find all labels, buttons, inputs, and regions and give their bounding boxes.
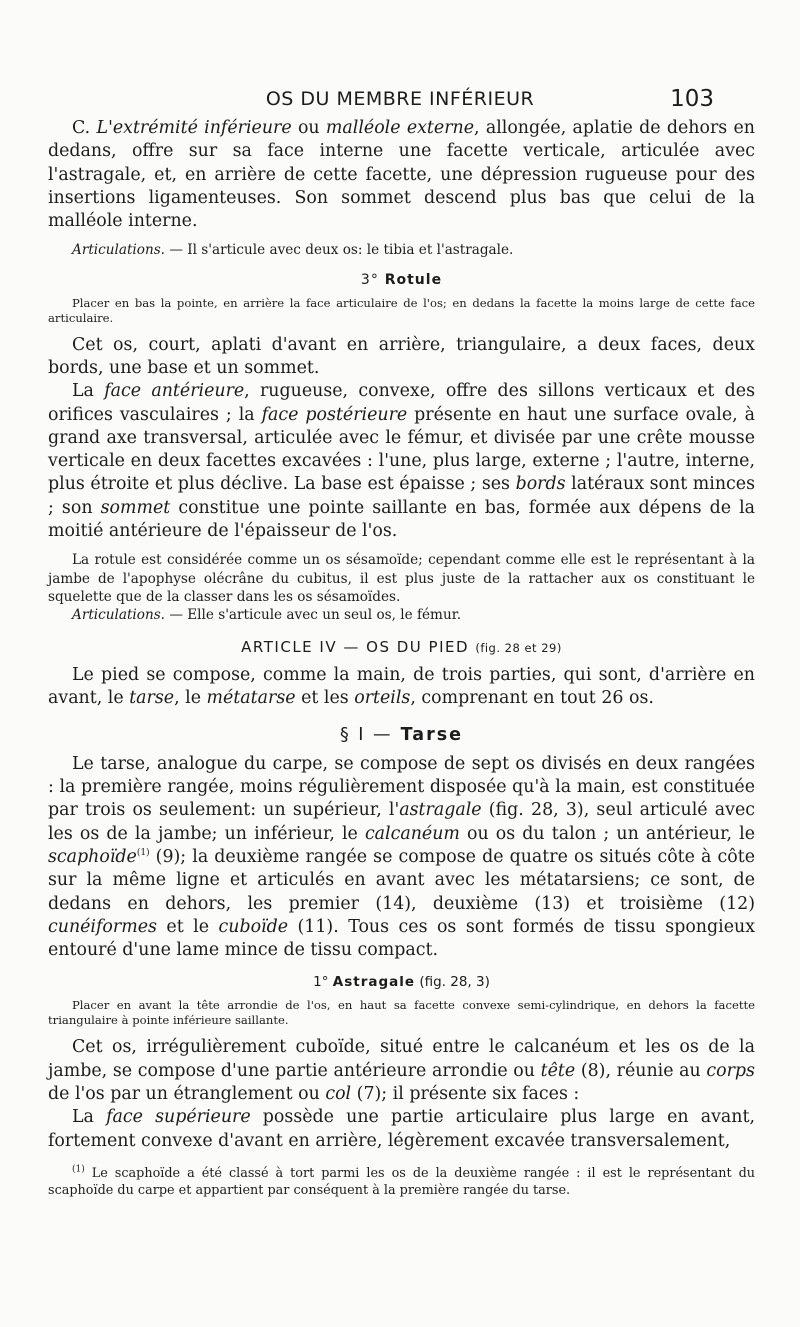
articulations-rotule: Articulations. — Elle s'articule avec un seul os, le fémur. bbox=[72, 606, 462, 623]
page-body bbox=[48, 117, 755, 1199]
heading-article-iv: ARTICLE IV — OS DU PIED (fig. 28 et 29) bbox=[241, 638, 562, 657]
paragraph-astragale-face-superieure: La face supérieure possède une partie articulaire plus large en avant, fortement convexe d'avant en arrière, légèrement excavée transversalement, bbox=[48, 1107, 756, 1151]
heading-tarse: § I — Tarse bbox=[339, 724, 464, 745]
footnote: $^{(1)}$ Le scaphoïde a été classé à tort parmi les os de la deuxième rangée : il est le représentant du scaphoïde du carpe et appartient par conséquent à la première rangée du tarse. bbox=[48, 1164, 755, 1198]
heading-rotule: 3° Rotule bbox=[360, 271, 443, 288]
running-head: OS DU MEMBRE INFÉRIEUR bbox=[265, 88, 535, 110]
paragraph-tarse: Le tarse, analogue du carpe, se compose de sept os divisés en deux rangées : la première rangée, moins régulièrement disposée qu'à la main, est constituée par trois os seulement: un supérieur, l'astragale (fig. 28, 3), seul articulé avec les os de la jambe; un inférieur, le calcanéum ou os du talon ; un antérieur, le scaphoïde$^{(1)}$ (9); la deuxième rangée se compose de quatre os situés côte à côte sur la même ligne et articulés en avant avec les métatarsiens; ce sont, de dedans en dehors, les premier (14), deuxième (13) et troisième (12) cunéiformes et le cuboïde (11). Tous ces os sont formés de tissu spongieux entouré d'une lame mince de tissu compact. bbox=[48, 753, 756, 961]
paragraph-astragale-intro: Cet os, irrégulièrement cuboïde, situé entre le calcanéum et les os de la jambe, se compose d'une partie antérieure arrondie ou tête (8), réunie au corps de l'os par un étranglement ou col (7); il présente six faces : bbox=[48, 1037, 755, 1105]
paragraph-extremite-inferieure: C. L'extrémité inférieure ou malléole externe, allongée, aplatie de dehors en dedans, offre sur sa face interne une facette verticale, articulée avec l'astragale, et, en arrière de cette facette, une dépression rugueuse pour des insertions ligamenteuses. Son sommet descend plus bas que celui de la malléole interne. bbox=[48, 118, 755, 232]
articulations-perone: Articulations. — Il s'articule avec deux os: le tibia et l'astragale. bbox=[72, 242, 514, 259]
paragraph-pied: Le pied se compose, comme la main, de trois parties, qui sont, d'arrière en avant, le tarse, le métatarse et les orteils, comprenant en tout 26 os. bbox=[48, 665, 755, 709]
paragraph-rotule-faces: La face antérieure, rugueuse, convexe, offre des sillons verticaux et des orifices vasculaires ; la face postérieure présente en haut une surface ovale, à grand axe transversal, articulée avec le fémur, et divisée par une crête mousse verticale en deux facettes excavées : l'une, plus large, externe ; l'autre, interne, plus étroite et plus déclive. La base est épaisse ; ses bords latéraux sont minces ; son sommet constitue une pointe saillante en bas, formée aux dépens de la moitié antérieure de l'épaisseur de l'os. bbox=[48, 381, 756, 542]
page-header bbox=[0, 88, 800, 118]
placer-rotule: Placer en bas la pointe, en arrière la face articulaire de l'os; en dedans la facette la moins large de cette face articulaire. bbox=[48, 295, 755, 325]
paragraph-rotule-intro: Cet os, court, aplati d'avant en arrière, triangulaire, a deux faces, deux bords, une base et un sommet. bbox=[48, 334, 755, 378]
heading-astragale: 1° Astragale (fig. 28, 3) bbox=[313, 974, 490, 991]
placer-astragale: Placer en avant la tête arrondie de l'os, en haut sa facette convexe semi-cylindrique, en dehors la facette triangulaire à pointe inférieure saillante. bbox=[48, 998, 755, 1028]
paragraph-rotule-sesamoide: La rotule est considérée comme un os sésamoïde; cependant comme elle est le représentant à la jambe de l'apophyse olécrâne du cubitus, il est plus juste de la rattacher aux os constituant le squelette que de la classer dans les os sésamoïdes. bbox=[48, 552, 755, 605]
page-number: 103 bbox=[670, 86, 714, 112]
